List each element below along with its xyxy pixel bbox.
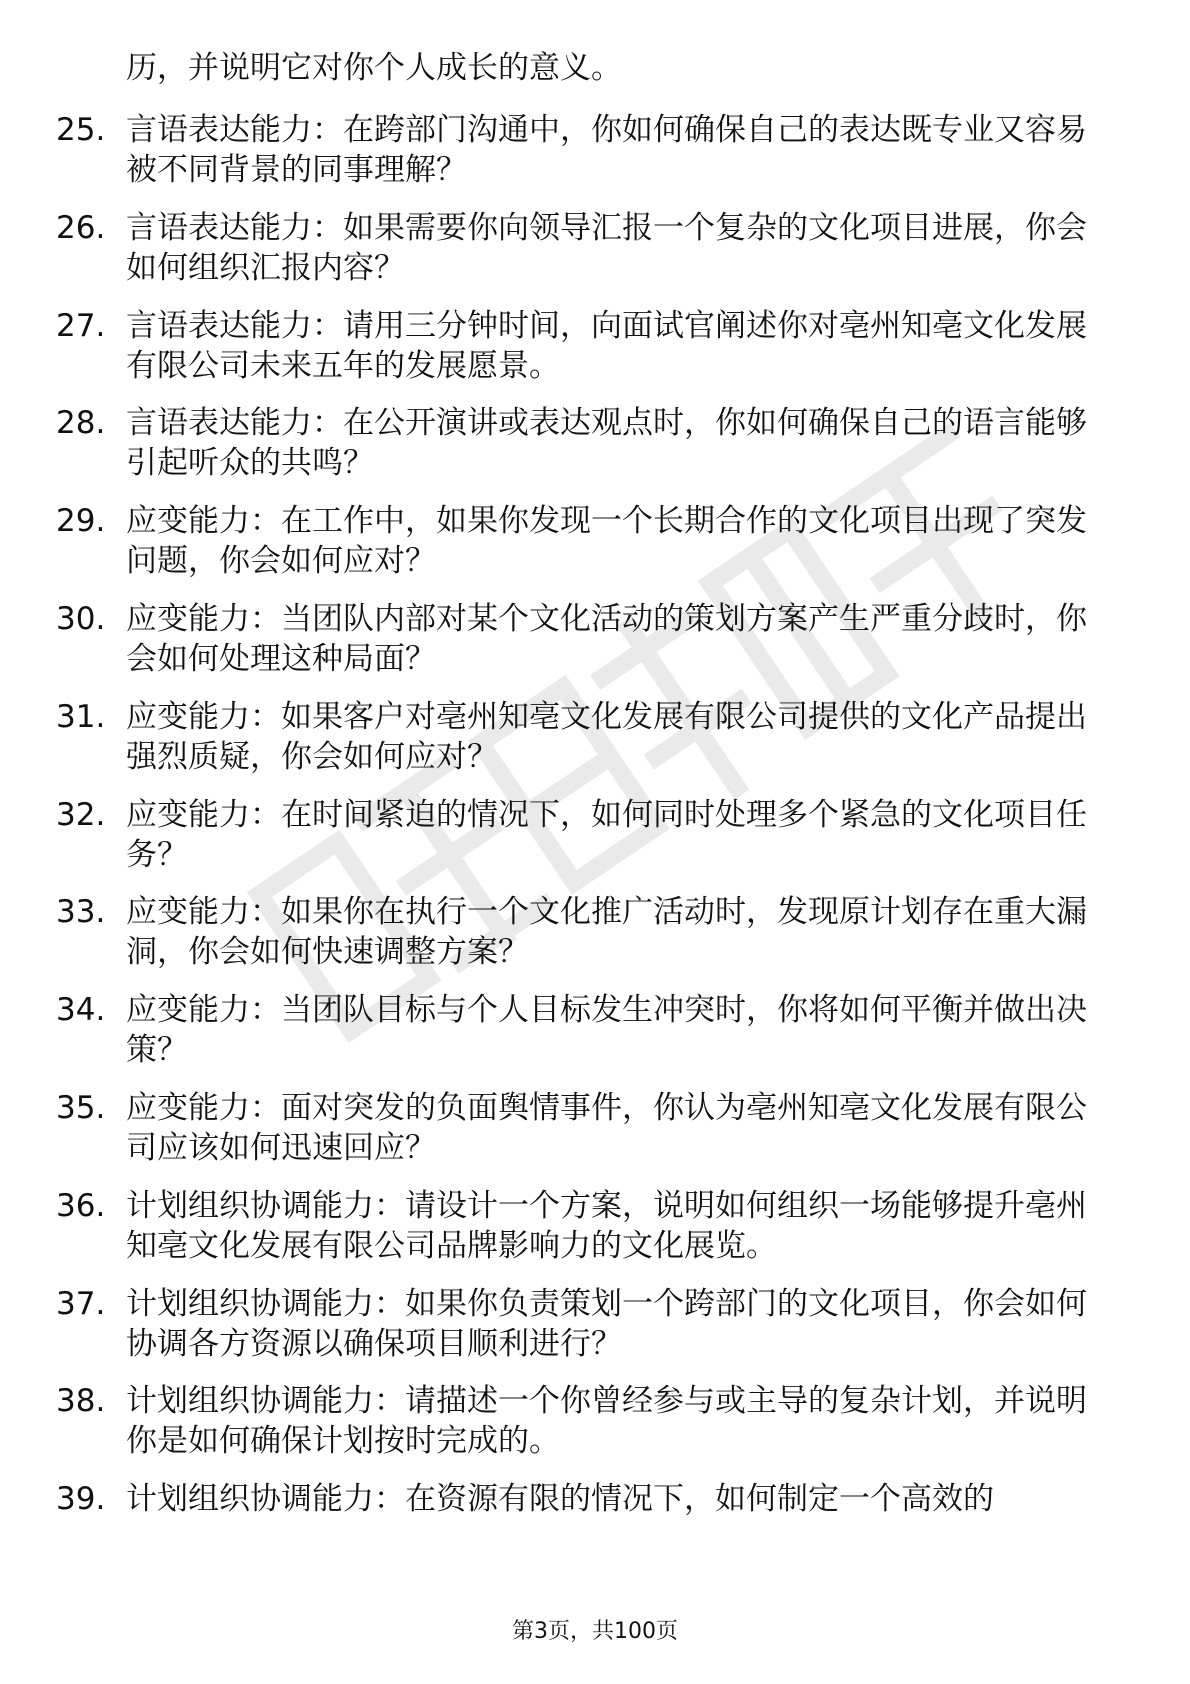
question-item: [56, 110, 1116, 208]
question-number: 28.: [56, 405, 106, 442]
question-item: [56, 599, 1116, 697]
question-number: 27.: [56, 307, 106, 344]
question-list: [56, 110, 1116, 1577]
question-item: [56, 1186, 1116, 1284]
question-text: 言语表达能力：在公开演讲或表达观点时，你如何确保自己的语言能够引起听众的共鸣？: [126, 405, 1087, 482]
question-item: [56, 697, 1116, 795]
question-number: 34.: [56, 992, 106, 1029]
question-text: 应变能力：当团队内部对某个文化活动的策划方案产生严重分歧时，你会如何处理这种局面？: [126, 600, 1087, 677]
question-item: [56, 1088, 1116, 1186]
question-item: [56, 990, 1116, 1088]
question-number: 36.: [56, 1187, 106, 1224]
question-number: 37.: [56, 1285, 106, 1322]
question-text: 应变能力：在时间紧迫的情况下，如何同时处理多个紧急的文化项目任务？: [126, 796, 1087, 873]
question-item: [56, 501, 1116, 599]
question-text: 计划组织协调能力：如果你负责策划一个跨部门的文化项目，你会如何协调各方资源以确保项目顺利进行？: [126, 1285, 1087, 1362]
question-number: 29.: [56, 503, 106, 540]
question-item: [56, 306, 1116, 404]
question-text: 应变能力：当团队目标与个人目标发生冲突时，你将如何平衡并做出决策？: [126, 992, 1087, 1069]
question-item: [56, 892, 1116, 990]
question-text: 言语表达能力：请用三分钟时间，向面试官阐述你对亳州知亳文化发展有限公司未来五年的发展愿景。: [126, 307, 1087, 384]
question-text: 计划组织协调能力：在资源有限的情况下，如何制定一个高效的: [126, 1481, 994, 1518]
question-item: [56, 1479, 1116, 1577]
page-footer: 第3页，共100页: [512, 1619, 678, 1644]
continued-text: 历，并说明它对你个人成长的意义。: [126, 50, 622, 86]
question-number: 30.: [56, 600, 106, 637]
question-number: 33.: [56, 894, 106, 931]
question-item: [56, 403, 1116, 501]
question-number: 32.: [56, 796, 106, 833]
question-number: 38.: [56, 1383, 106, 1420]
question-text: 应变能力：面对突发的负面舆情事件，你认为亳州知亳文化发展有限公司应该如何迅速回应？: [126, 1089, 1087, 1166]
question-number: 26.: [56, 209, 106, 246]
question-number: 31.: [56, 698, 106, 735]
question-item: [56, 1381, 1116, 1479]
question-item: [56, 795, 1116, 893]
question-text: 应变能力：在工作中，如果你发现一个长期合作的文化项目出现了突发问题，你会如何应对？: [126, 503, 1087, 580]
question-item: [56, 208, 1116, 306]
question-item: [56, 1284, 1116, 1382]
question-number: 35.: [56, 1089, 106, 1126]
question-text: 言语表达能力：如果需要你向领导汇报一个复杂的文化项目进展，你会如何组织汇报内容？: [126, 209, 1087, 286]
question-text: 言语表达能力：在跨部门沟通中，你如何确保自己的表达既专业又容易被不同背景的同事理解？: [126, 112, 1087, 188]
question-text: 应变能力：如果客户对亳州知亳文化发展有限公司提供的文化产品提出强烈质疑，你会如何应对？: [126, 698, 1087, 775]
question-text: 应变能力：如果你在执行一个文化推广活动时，发现原计划存在重大漏洞，你会如何快速调整方案？: [126, 894, 1087, 971]
question-text: 计划组织协调能力：请设计一个方案，说明如何组织一场能够提升亳州知亳文化发展有限公司品牌影响力的文化展览。: [126, 1187, 1087, 1264]
question-number: 25.: [56, 112, 106, 148]
question-text: 计划组织协调能力：请描述一个你曾经参与或主导的复杂计划，并说明你是如何确保计划按时完成的。: [126, 1383, 1087, 1460]
question-number: 39.: [56, 1481, 106, 1518]
